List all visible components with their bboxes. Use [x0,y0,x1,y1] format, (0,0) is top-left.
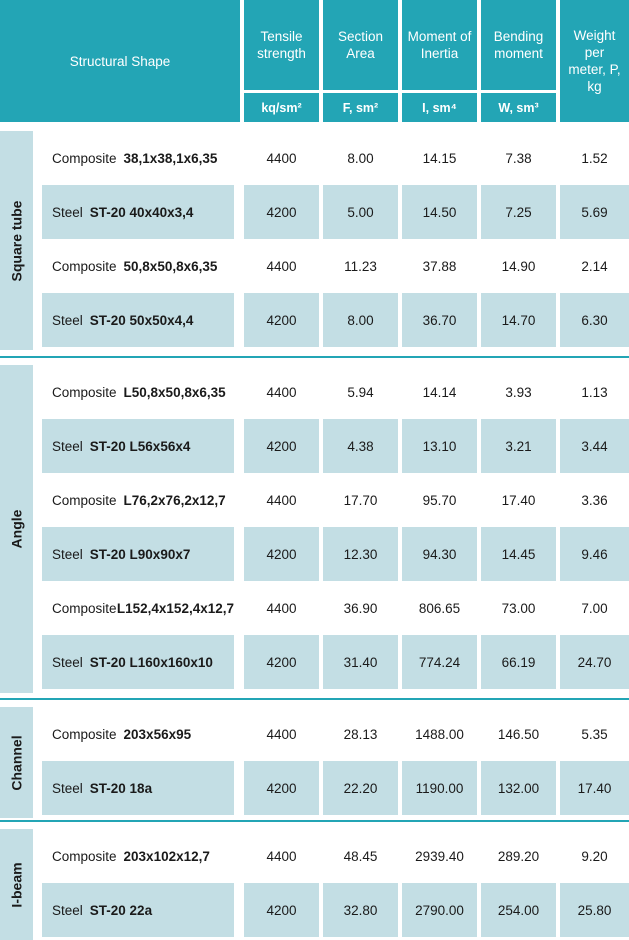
cell-value: 2.14 [581,258,608,274]
value-cell [402,131,477,185]
value-cell [323,581,398,635]
cell-value: 5.69 [581,204,608,220]
value-cell [323,239,398,293]
group-separator [0,356,629,358]
value-cell [481,365,556,419]
cell-value: 774.24 [418,654,461,670]
column-header-unit-text: F, sm² [342,100,379,115]
value-cell [402,419,477,473]
value-cell [244,707,319,761]
shape-cell [42,581,234,635]
value-cell [481,473,556,527]
cell-value: 17.40 [577,780,612,796]
cell-value: 9.46 [581,546,608,562]
value-cell [323,829,398,883]
cell-value: 254.00 [497,902,540,918]
column-header-unit-text: W, sm³ [498,100,539,115]
shape-dimensions: 203x102x12,7 [123,848,210,864]
shape-dimensions: L76,2x76,2x12,7 [123,492,226,508]
value-cell [402,239,477,293]
value-cell [402,581,477,635]
value-cell [244,419,319,473]
column-header-title [323,0,398,90]
value-cell [560,131,629,185]
cell-value: 4200 [266,438,297,454]
value-cell [560,185,629,239]
cell-value: 5.35 [581,726,608,742]
cell-value: 22.20 [343,780,378,796]
shape-dimensions: L152,4x152,4x12,7 [116,600,234,616]
shape-cell [42,293,234,347]
material-label: Composite [52,258,117,274]
value-cell [481,527,556,581]
value-cell [244,829,319,883]
value-cell [481,239,556,293]
cell-value: 4400 [266,600,297,616]
cell-value: 4200 [266,312,297,328]
shape-dimensions: ST-20 22a [89,902,153,918]
material-label: Steel [52,546,83,562]
cell-value: 17.40 [501,492,536,508]
value-cell [481,883,556,937]
value-cell [481,581,556,635]
column-header-unit-text: I, sm⁴ [422,100,457,115]
structural-shape-header [0,0,240,122]
cell-value: 1488.00 [415,726,464,742]
value-cell [560,527,629,581]
value-cell [323,365,398,419]
value-cell [481,707,556,761]
cell-value: 7.00 [581,600,608,616]
value-cell [244,883,319,937]
value-cell [402,365,477,419]
cell-value: 289.20 [497,848,540,864]
value-cell [402,293,477,347]
shape-cell [42,635,234,689]
value-cell [481,185,556,239]
cell-value: 7.38 [505,150,532,166]
shape-cell [42,883,234,937]
cell-value: 28.13 [343,726,378,742]
cell-value: 4.38 [347,438,374,454]
value-cell [560,293,629,347]
value-cell [244,185,319,239]
value-cell [323,527,398,581]
cell-value: 14.90 [501,258,536,274]
cell-value: 3.36 [581,492,608,508]
shape-dimensions: 38,1x38,1x6,35 [123,150,218,166]
column-header-title-text: Moment of Inertia [407,29,472,61]
group-tab-i-beam [0,829,33,940]
value-cell [402,527,477,581]
group-tab-label: Angle [8,509,25,549]
value-cell [481,761,556,815]
cell-value: 13.10 [422,438,457,454]
shape-dimensions: ST-20 40x40x3,4 [89,204,194,220]
value-cell [560,581,629,635]
column-header-title [402,0,477,90]
shape-dimensions: ST-20 L56x56x4 [89,438,191,454]
group-tab-label: I-beam [8,861,25,908]
group-tab-label: Square tube [8,200,25,281]
value-cell [402,635,477,689]
shape-dimensions: ST-20 L90x90x7 [89,546,191,562]
shape-cell [42,365,234,419]
cell-value: 4400 [266,848,297,864]
cell-value: 3.44 [581,438,608,454]
value-cell [402,707,477,761]
value-cell [323,635,398,689]
material-label: Steel [52,902,83,918]
material-label: Composite [52,492,117,508]
shape-dimensions: ST-20 18a [89,780,153,796]
shape-dimensions: L50,8x50,8x6,35 [123,384,226,400]
value-cell [402,883,477,937]
cell-value: 36.70 [422,312,457,328]
shape-cell [42,707,234,761]
structural-shape-header-label: Structural Shape [69,53,171,69]
cell-value: 146.50 [497,726,540,742]
column-header-title-text: Weight per meter, P, kg [568,28,621,94]
shape-cell [42,185,234,239]
shape-cell [42,527,234,581]
value-cell [323,883,398,937]
cell-value: 3.21 [505,438,532,454]
cell-value: 806.65 [418,600,461,616]
value-cell [323,473,398,527]
shape-cell [42,761,234,815]
shape-cell [42,131,234,185]
cell-value: 8.00 [347,150,374,166]
cell-value: 14.45 [501,546,536,562]
cell-value: 4200 [266,546,297,562]
cell-value: 4400 [266,150,297,166]
group-tab-angle [0,365,33,693]
group-separator [0,820,629,822]
value-cell [244,473,319,527]
cell-value: 4200 [266,902,297,918]
cell-value: 1.13 [581,384,608,400]
cell-value: 2939.40 [415,848,464,864]
value-cell [323,293,398,347]
cell-value: 17.70 [343,492,378,508]
material-label: Composite [52,600,117,616]
cell-value: 7.25 [505,204,532,220]
cell-value: 73.00 [501,600,536,616]
value-cell [244,293,319,347]
cell-value: 31.40 [343,654,378,670]
value-cell [402,473,477,527]
value-cell [323,131,398,185]
cell-value: 8.00 [347,312,374,328]
cell-value: 32.80 [343,902,378,918]
column-header-unit [481,93,556,122]
shape-dimensions: ST-20 50x50x4,4 [89,312,194,328]
value-cell [481,635,556,689]
value-cell [560,761,629,815]
cell-value: 1190.00 [415,780,464,796]
cell-value: 24.70 [577,654,612,670]
cell-value: 4200 [266,204,297,220]
cell-value: 9.20 [581,848,608,864]
cell-value: 94.30 [422,546,457,562]
cell-value: 25.80 [577,902,612,918]
material-label: Composite [52,726,117,742]
cell-value: 3.93 [505,384,532,400]
value-cell [481,293,556,347]
column-header-unit [244,93,319,122]
value-cell [323,761,398,815]
material-label: Steel [52,204,83,220]
material-label: Steel [52,780,83,796]
cell-value: 4400 [266,726,297,742]
value-cell [244,635,319,689]
shape-dimensions: 50,8x50,8x6,35 [123,258,218,274]
cell-value: 4400 [266,492,297,508]
material-label: Steel [52,438,83,454]
shape-cell [42,473,234,527]
shape-cell [42,239,234,293]
value-cell [481,419,556,473]
cell-value: 48.45 [343,848,378,864]
cell-value: 4400 [266,258,297,274]
value-cell [244,239,319,293]
cell-value: 4200 [266,780,297,796]
cell-value: 132.00 [497,780,540,796]
shape-dimensions: ST-20 L160x160x10 [89,654,213,670]
cell-value: 2790.00 [415,902,464,918]
cell-value: 66.19 [501,654,536,670]
cell-value: 36.90 [343,600,378,616]
cell-value: 12.30 [343,546,378,562]
value-cell [560,635,629,689]
value-cell [481,829,556,883]
column-header-unit [402,93,477,122]
column-header-unit [323,93,398,122]
cell-value: 5.00 [347,204,374,220]
cell-value: 4200 [266,654,297,670]
column-header-title-text: Bending moment [493,29,544,61]
column-header-title [560,0,629,122]
material-label: Composite [52,848,117,864]
material-label: Steel [52,312,83,328]
value-cell [481,131,556,185]
group-tab-square-tube [0,131,33,350]
group-separator [0,698,629,700]
value-cell [323,185,398,239]
column-header-title-text: Tensile strength [257,29,306,61]
column-header-title [481,0,556,90]
column-header-title-text: Section Area [337,29,384,61]
value-cell [244,131,319,185]
value-cell [560,883,629,937]
value-cell [402,761,477,815]
group-tab-channel [0,707,33,818]
value-cell [323,419,398,473]
value-cell [244,761,319,815]
value-cell [244,365,319,419]
cell-value: 14.50 [422,204,457,220]
value-cell [402,185,477,239]
shape-cell [42,829,234,883]
material-label: Composite [52,384,117,400]
cell-value: 4400 [266,384,297,400]
shape-dimensions: 203x56x95 [123,726,192,742]
cell-value: 11.23 [344,258,377,274]
value-cell [244,581,319,635]
column-header-unit-text: kq/sm² [261,100,302,115]
shape-cell [42,419,234,473]
value-cell [560,365,629,419]
value-cell [560,419,629,473]
value-cell [323,707,398,761]
cell-value: 14.70 [501,312,536,328]
value-cell [402,829,477,883]
column-header-title [244,0,319,90]
cell-value: 14.15 [422,150,457,166]
value-cell [560,239,629,293]
cell-value: 1.52 [581,150,608,166]
material-label: Steel [52,654,83,670]
cell-value: 14.14 [422,384,457,400]
cell-value: 37.88 [422,258,457,274]
value-cell [560,473,629,527]
value-cell [244,527,319,581]
value-cell [560,707,629,761]
material-label: Composite [52,150,117,166]
group-tab-label: Channel [8,734,25,791]
cell-value: 95.70 [422,492,457,508]
cell-value: 6.30 [581,312,608,328]
value-cell [560,829,629,883]
cell-value: 5.94 [347,384,374,400]
